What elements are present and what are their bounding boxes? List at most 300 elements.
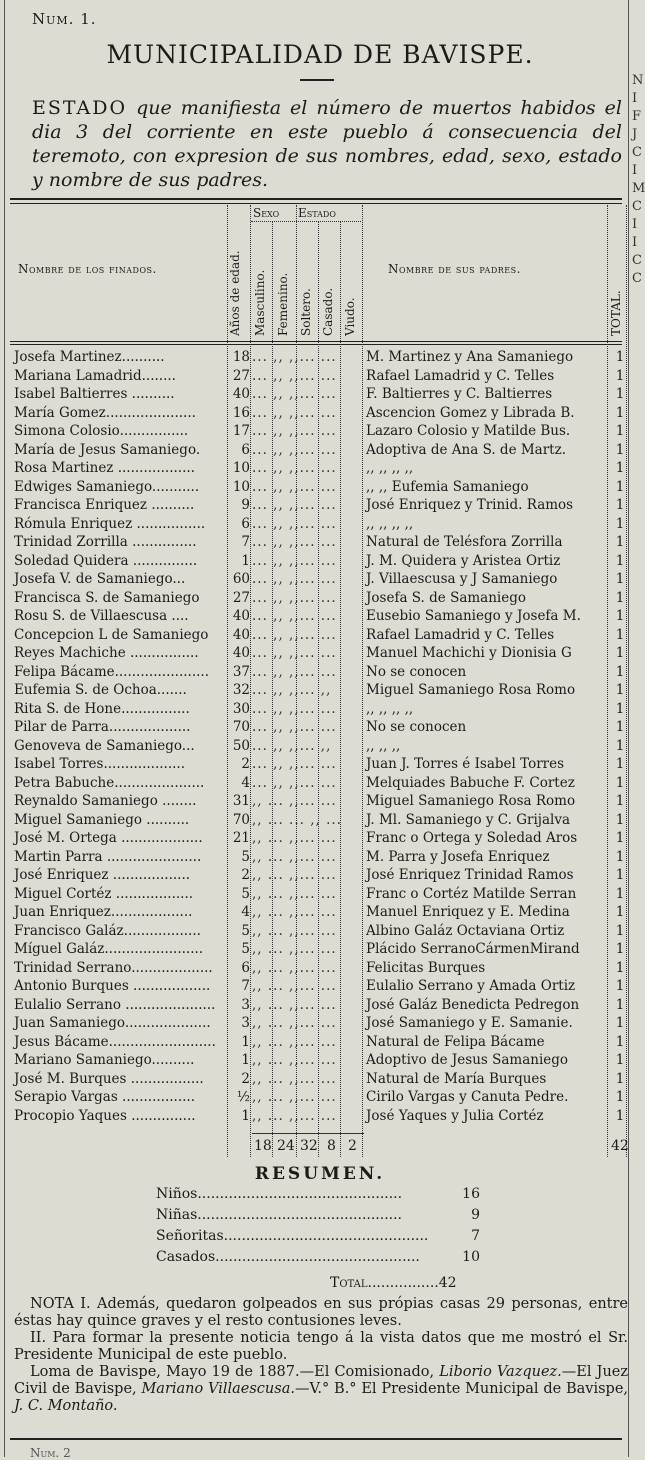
row-total: 1 (615, 626, 625, 643)
row-total: 1 (615, 737, 625, 754)
tally-marks: ,, ... ,,... ... (252, 848, 337, 865)
deceased-age: 6 (241, 441, 250, 458)
deceased-name: Serapio Vargas ................. (14, 1089, 195, 1105)
table-row (0, 700, 640, 719)
table-row (0, 1033, 640, 1052)
tally-marks: ... ,, ,,... ... (252, 774, 337, 791)
tally-marks: ,, ... ,,... ... (252, 1033, 337, 1050)
parents-names: Josefa S. de Samaniego (366, 589, 526, 606)
parents-names: J. M. Quidera y Aristea Ortiz (366, 552, 561, 569)
summary-row: Niños.............................................. 16 (156, 1184, 486, 1205)
table-top-rule (10, 198, 622, 200)
table-row (0, 385, 640, 404)
row-total: 1 (615, 441, 625, 458)
table-row (0, 422, 640, 441)
row-total: 1 (615, 1107, 625, 1124)
deceased-age: 70 (232, 811, 250, 828)
table-row (0, 589, 640, 608)
edge-letter: J (632, 127, 638, 142)
table-row (0, 1070, 640, 1089)
edge-letter: I (632, 235, 638, 250)
deceased-age: 18 (232, 349, 250, 365)
deceased-name: Felipa Bácame...................... (14, 663, 210, 680)
table-row (0, 829, 640, 848)
deceased-age: 9 (241, 497, 250, 513)
summary-title: RESUMEN. (254, 1164, 386, 1184)
deceased-age: 4 (241, 904, 250, 920)
summary-row: Señoritas.............................................. 7 (156, 1226, 486, 1247)
tally-marks: ... ,, ,,... ... (252, 645, 337, 661)
deceased-name: Isabel Torres................... (14, 756, 185, 772)
table-row (0, 848, 640, 867)
edge-letter: C (632, 253, 642, 268)
note-two: II. Para formar la presente noticia tengo á la vista datos que me mostró el Sr. Presidente Municipal de este pueblo. (14, 1330, 628, 1363)
deceased-name: Francisca Enriquez .......... (14, 497, 195, 513)
tally-marks: ... ,, ,,... ... (252, 534, 337, 550)
deceased-age: 3 (241, 1015, 250, 1031)
summary-total-label: Total (330, 1275, 368, 1291)
adjacent-column-fragments (632, 72, 645, 288)
deceased-age: 1 (241, 1107, 250, 1124)
deceased-name: Rosu S. de Villaescusa .... (14, 608, 189, 624)
parents-names: Manuel Enriquez y E. Medina (366, 904, 570, 920)
tally-marks: ,, ... ,,... ... (252, 830, 337, 846)
row-total: 1 (615, 904, 625, 920)
table-row (0, 552, 640, 571)
parents-names: M. Parra y Josefa Enriquez (366, 848, 550, 865)
deceased-age: 6 (241, 515, 250, 532)
row-total: 1 (615, 423, 625, 439)
table-row (0, 737, 640, 756)
deceased-age: 5 (241, 922, 250, 939)
parents-names: Albino Galáz Octaviana Ortiz (366, 922, 565, 939)
deceased-age: 2 (241, 1070, 250, 1087)
deceased-age: 40 (232, 645, 250, 661)
header-group-state: Estado (298, 206, 336, 220)
deceased-name: Concepcion L de Samaniego (14, 626, 209, 643)
row-total: 1 (615, 497, 625, 513)
table-row (0, 885, 640, 904)
parents-names: Adoptivo de Jesus Samaniego (366, 1052, 569, 1068)
header-married: Casado. (321, 287, 335, 336)
deceased-age: 10 (232, 478, 250, 495)
intro-text: que manifiesta el número de muertos habidos el dia 3 del corriente en este pueblo á consecuencia del teremoto, con expresion de sus nombres, edad, sexo, estado y nombre de sus padres. (32, 97, 623, 191)
deceased-age: 7 (241, 534, 250, 550)
deceased-age: 16 (232, 404, 250, 421)
summary-label: Señoritas (156, 1228, 224, 1244)
total-widowed: 2 (348, 1138, 357, 1154)
edge-letter: I (632, 217, 638, 232)
header-male: Masculino. (253, 269, 267, 336)
tally-marks: ,, ... ,,... ... (252, 1070, 337, 1087)
deceased-age: 32 (232, 682, 250, 698)
president-title: —V.° B.° El Presidente Municipal de Bavispe, (294, 1381, 629, 1397)
parents-names: Natural de Felipa Bácame (366, 1033, 545, 1050)
deceased-name: Reyes Machiche ................ (14, 645, 199, 661)
summary-row: Casados.............................................. 10 (156, 1247, 486, 1268)
deceased-name: Eufemia S. de Ochoa....... (14, 682, 187, 698)
row-total: 1 (615, 1070, 625, 1087)
deceased-name: Eulalio Serrano ..................... (14, 996, 216, 1013)
document-number: Num. 1. (32, 10, 97, 28)
deceased-name: Francisco Galáz.................. (14, 922, 201, 939)
header-name-column: Nombre de los finados. (18, 262, 157, 276)
note-one: NOTA I. Además, quedaron golpeados en sus própias casas 29 personas, entre éstas hay quince graves y el resto contusiones leves. (14, 1296, 628, 1329)
deceased-age: 60 (232, 571, 250, 587)
table-row (0, 644, 640, 663)
tally-marks: ,, ... ,,... ... (252, 885, 337, 902)
deceased-age: 30 (232, 700, 250, 717)
deceased-age: 40 (232, 386, 250, 402)
tally-marks: ... ,, ,,... ... (252, 756, 337, 772)
deceased-name: Pilar de Parra................... (14, 719, 191, 735)
total-all: 42 (611, 1138, 629, 1154)
row-total: 1 (615, 589, 625, 606)
row-total: 1 (615, 349, 625, 365)
table-row (0, 515, 640, 534)
row-total: 1 (615, 978, 625, 994)
row-total: 1 (615, 1089, 625, 1105)
header-single: Soltero. (299, 288, 313, 336)
row-total: 1 (615, 719, 625, 735)
header-age-column: Años de edad. (228, 250, 242, 336)
deceased-name: Soledad Quidera ............... (14, 552, 198, 569)
deceased-age: 5 (241, 848, 250, 865)
deceased-age: 4 (241, 774, 250, 791)
deceased-name: María Gomez..................... (14, 404, 196, 421)
deceased-name: Miguel Cortéz .................. (14, 885, 194, 902)
edge-letter: I (632, 91, 638, 106)
deceased-age: 40 (232, 626, 250, 643)
judge-title: —El Juez Civil de Bavispe, (14, 1364, 629, 1397)
deceased-name: Miguel Samaniego .......... (14, 811, 190, 828)
tally-marks: ... ,, ,,... ... (252, 589, 337, 606)
table-row (0, 367, 640, 386)
parents-names: ,, ,, ,, ,, (366, 700, 414, 717)
parents-names: J. Villaescusa y J Samaniego (366, 571, 558, 587)
total-female: 24 (277, 1138, 295, 1154)
deceased-name: Juan Samaniego.................... (14, 1015, 211, 1031)
deceased-age: 10 (232, 460, 250, 476)
deceased-name: Mariano Samaniego.......... (14, 1052, 195, 1068)
table-row (0, 977, 640, 996)
deceased-age: 5 (241, 941, 250, 957)
table-row (0, 570, 640, 589)
parents-names: F. Baltierres y C. Baltierres (366, 386, 553, 402)
tally-marks: ... ,, ,,... ... (252, 700, 337, 717)
deceased-age: 31 (232, 793, 250, 809)
group-header-rule (251, 221, 361, 222)
table-row (0, 1014, 640, 1033)
deceased-age: 27 (232, 367, 250, 384)
parents-names: Eulalio Serrano y Amada Ortiz (366, 978, 576, 994)
president-name: J. C. Montaño. (14, 1398, 118, 1414)
tally-marks: ... ,, ,,... ... (252, 404, 337, 421)
tally-marks: ... ,, ,,... ... (252, 626, 337, 643)
header-widowed: Viudo. (343, 297, 357, 336)
tally-marks: ... ,, ,,... ... (252, 423, 337, 439)
summary-label: Niños (156, 1186, 198, 1202)
header-parents-column: Nombre de sus padres. (388, 262, 521, 276)
row-total: 1 (615, 922, 625, 939)
parents-names: Natural de Telésfora Zorrilla (366, 534, 563, 550)
deceased-name: Jesus Bácame......................... (14, 1033, 216, 1050)
table-header-rule-inner (10, 344, 622, 345)
row-total: 1 (615, 1015, 625, 1031)
summary-label: Niñas (156, 1207, 198, 1223)
parents-names: José Galáz Benedicta Pedregon (366, 996, 580, 1013)
tally-marks: ... ,, ,,... ... (252, 497, 337, 513)
parents-names: José Enriquez y Trinid. Ramos (366, 497, 574, 513)
table-row (0, 1051, 640, 1070)
row-total: 1 (615, 478, 625, 495)
parents-names: Miguel Samaniego Rosa Romo (366, 682, 576, 698)
summary-value: 16 (462, 1186, 480, 1202)
table-row (0, 478, 640, 497)
parents-names: M. Martinez y Ana Samaniego (366, 349, 574, 365)
deceased-age: 1 (241, 1033, 250, 1050)
tally-marks: ... ,, ,,... ... (252, 367, 337, 384)
tally-marks: ,, ... ,,... ... (252, 941, 337, 957)
deceased-age: ½ (236, 1089, 250, 1105)
row-total: 1 (615, 367, 625, 384)
row-total: 1 (615, 552, 625, 569)
row-total: 1 (615, 848, 625, 865)
parents-names: ,, ,, ,, ,, (366, 515, 414, 532)
table-row (0, 959, 640, 978)
deceased-name: José M. Burques ................. (14, 1070, 204, 1087)
table-row (0, 866, 640, 885)
tally-marks: ,, ... ,,... ... (252, 1107, 337, 1124)
bottom-rule (10, 1438, 622, 1440)
tally-marks: ... ,, ,,... ... (252, 608, 337, 624)
tally-marks: ... ,, ,,... ... (252, 663, 337, 680)
deceased-name: Francisca S. de Samaniego (14, 589, 200, 606)
deceased-age: 40 (232, 608, 250, 624)
parents-names: Cirilo Vargas y Canuta Pedre. (366, 1089, 569, 1105)
deceased-age: 3 (241, 996, 250, 1013)
notes-section (14, 1296, 628, 1415)
table-row (0, 459, 640, 478)
parents-names: Ascencion Gomez y Librada B. (366, 404, 575, 421)
deceased-name: Procopio Yaques ............... (14, 1107, 196, 1124)
parents-names: ,, ,, ,, (366, 737, 401, 754)
tally-marks: ,, ... ,,... ... (252, 978, 337, 994)
row-total: 1 (615, 571, 625, 587)
row-total: 1 (615, 386, 625, 402)
parents-names: Miguel Samaniego Rosa Romo (366, 793, 576, 809)
deceased-name: Trinidad Serrano................... (14, 959, 213, 976)
tally-marks: ... ,, ,,... ... (252, 478, 337, 495)
edge-letter: F (632, 109, 642, 124)
tally-marks: ... ,, ,,... ... (252, 552, 337, 569)
table-row (0, 774, 640, 793)
deceased-age: 6 (241, 959, 250, 976)
parents-names: J. Ml. Samaniego y C. Grijalva (366, 811, 571, 828)
parents-names: No se conocen (366, 719, 467, 735)
deceased-name: Rita S. de Hone................ (14, 700, 190, 717)
parents-names: Melquiades Babuche F. Cortez (366, 774, 575, 791)
tally-marks: ,, ... ,,... ... (252, 1089, 337, 1105)
summary-value: 10 (462, 1249, 480, 1265)
deceased-name: Trinidad Zorrilla ............... (14, 534, 197, 550)
page-title: MUNICIPALIDAD DE BAVISPE. (106, 40, 534, 69)
table-top-rule-inner (10, 203, 622, 204)
parents-names: No se conocen (366, 663, 467, 680)
deceased-name: Simona Colosio................ (14, 423, 189, 439)
deceased-name: Josefa V. de Samaniego... (14, 571, 186, 587)
deceased-age: 1 (241, 1052, 250, 1068)
summary-label: Casados (156, 1249, 216, 1265)
row-total: 1 (615, 460, 625, 476)
table-row (0, 1107, 640, 1126)
edge-letter: M (632, 181, 645, 196)
deceased-age: 21 (232, 830, 250, 846)
parents-names: Natural de María Burques (366, 1070, 547, 1087)
deceased-name: Míguel Galáz....................... (14, 941, 204, 957)
next-document-number: Num. 2 (30, 1446, 71, 1460)
tally-marks: ,, ... ,,... ... (252, 1052, 337, 1068)
row-total: 1 (615, 941, 625, 957)
table-row (0, 903, 640, 922)
tally-marks: ,, ... ,,... ... (252, 922, 337, 939)
tally-marks: ,, ... ,,... ... (252, 793, 337, 809)
tally-marks: ,, ... ... ,, ... (252, 811, 342, 828)
deceased-name: Rosa Martinez .................. (14, 460, 195, 476)
signature-line (14, 1364, 628, 1415)
deceased-age: 37 (232, 663, 250, 680)
parents-names: Franc o Cortéz Matilde Serran (366, 885, 577, 902)
totals-rule (252, 1133, 364, 1134)
table-row (0, 755, 640, 774)
tally-marks: ... ,, ,,... ... (252, 460, 337, 476)
row-total: 1 (615, 774, 625, 791)
deceased-name: Mariana Lamadrid........ (14, 367, 176, 384)
table-row (0, 922, 640, 941)
deceased-age: 5 (241, 885, 250, 902)
parents-names: Eusebio Samaniego y Josefa M. (366, 608, 581, 624)
tally-marks: ,, ... ,,... ... (252, 867, 337, 883)
table-row (0, 533, 640, 552)
tally-marks: ... ,, ,,... ,, (252, 737, 332, 754)
deceased-age: 50 (232, 737, 250, 754)
row-total: 1 (615, 700, 625, 717)
deceased-name: José Enriquez .................. (14, 867, 191, 883)
row-total: 1 (615, 793, 625, 809)
row-total: 1 (615, 608, 625, 624)
edge-letter: N (632, 73, 644, 88)
deceased-name: Isabel Baltierres .......... (14, 386, 175, 402)
summary-value: 7 (471, 1228, 480, 1244)
table-row (0, 626, 640, 645)
parents-names: Rafael Lamadrid y C. Telles (366, 626, 555, 643)
deceased-age: 27 (232, 589, 250, 606)
deceased-age: 70 (232, 719, 250, 735)
row-total: 1 (615, 515, 625, 532)
intro-paragraph (32, 96, 622, 192)
deceased-name: Edwiges Samaniego........... (14, 478, 200, 495)
total-single: 32 (300, 1138, 318, 1154)
edge-letter: C (632, 145, 642, 160)
tally-marks: ,, ... ,,... ... (252, 996, 337, 1013)
header-female: Femenino. (276, 272, 290, 336)
table-row (0, 718, 640, 737)
row-total: 1 (615, 534, 625, 550)
row-total: 1 (615, 959, 625, 976)
tally-marks: ... ,, ,,... ,, (252, 682, 332, 698)
deceased-name: María de Jesus Samaniego. (14, 441, 201, 458)
parents-names: ,, ,, ,, ,, (366, 460, 414, 476)
tally-marks: ... ,, ,,... ... (252, 349, 337, 365)
signature-place-date: Loma de Bavispe, Mayo 19 de 1887.—El Comisionado, (30, 1364, 435, 1380)
deceased-age: 1 (241, 552, 250, 569)
deceased-age: 17 (232, 423, 250, 439)
row-total: 1 (615, 867, 625, 883)
table-row (0, 996, 640, 1015)
parents-names: José Enriquez Trinidad Ramos (366, 867, 574, 883)
row-total: 1 (615, 645, 625, 661)
commissioner-name: Liborio Vazquez. (439, 1364, 562, 1380)
table-row (0, 607, 640, 626)
deceased-age: 7 (241, 978, 250, 994)
header-group-sex: Sexo (253, 206, 280, 220)
parents-names: José Yaques y Julia Cortéz (366, 1107, 544, 1124)
row-total: 1 (615, 996, 625, 1013)
row-total: 1 (615, 663, 625, 680)
deceased-name: Antonio Burques .................. (14, 978, 211, 994)
parents-names: Adoptiva de Ana S. de Martz. (366, 441, 567, 458)
parents-names: Manuel Machichi y Dionisia G (366, 645, 572, 661)
summary-row: Niñas.............................................. 9 (156, 1205, 486, 1226)
tally-marks: ... ,, ,,... ... (252, 386, 337, 402)
deceased-name: José M. Ortega ................... (14, 830, 203, 846)
table-row (0, 441, 640, 460)
deceased-age: 2 (241, 867, 250, 883)
row-total: 1 (615, 1052, 625, 1068)
tally-marks: ... ,, ,,... ... (252, 441, 337, 458)
row-total: 1 (615, 811, 625, 828)
edge-letter: C (632, 271, 642, 286)
tally-marks: ... ,, ,,... ... (252, 719, 337, 735)
judge-name: Mariano Villaescusa. (141, 1381, 295, 1397)
deceased-name: Juan Enriquez................... (14, 904, 193, 920)
parents-names: Franc o Ortega y Soledad Aros (366, 830, 578, 846)
tally-marks: ,, ... ,,... ... (252, 904, 337, 920)
parents-names: Plácido SerranoCármenMirand (366, 941, 580, 957)
parents-names: Felicitas Burques (366, 959, 486, 976)
table-row (0, 496, 640, 515)
table-row (0, 811, 640, 830)
header-total: TOTAL. (609, 290, 623, 336)
table-row (0, 404, 640, 423)
row-total: 1 (615, 756, 625, 772)
summary-total: Total................42 (330, 1275, 457, 1291)
deceased-name: Rómula Enriquez ................ (14, 515, 206, 532)
tally-marks: ,, ... ,,... ... (252, 959, 337, 976)
row-total: 1 (615, 830, 625, 846)
total-married: 8 (327, 1138, 336, 1154)
tally-marks: ... ,, ,,... ... (252, 515, 337, 532)
tally-marks: ,, ... ,,... ... (252, 1015, 337, 1031)
parents-names: Lazaro Colosio y Matilde Bus. (366, 423, 571, 439)
deceased-name: Reynaldo Samaniego ........ (14, 793, 197, 809)
parents-names: Rafael Lamadrid y C. Telles (366, 367, 555, 384)
parents-names: ,, ,, Eufemia Samaniego (366, 478, 529, 495)
deceased-name: Petra Babuche..................... (14, 774, 205, 791)
deceased-age: 2 (241, 756, 250, 772)
tally-marks: ... ,, ,,... ... (252, 571, 337, 587)
table-row (0, 1088, 640, 1107)
